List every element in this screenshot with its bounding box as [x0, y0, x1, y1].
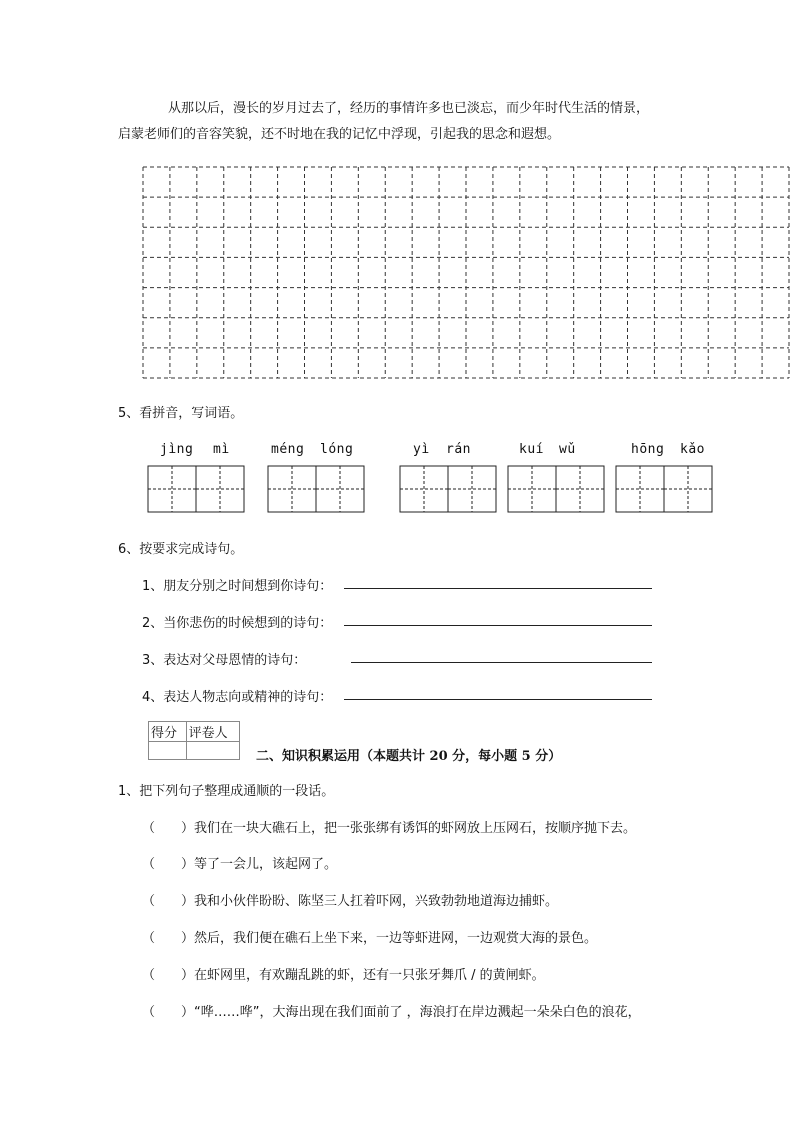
pinyin-yi: yì [413, 442, 430, 457]
q6-item-3-label: 3、表达对父母恩情的诗句： [142, 653, 307, 668]
pinyin-ran: rán [446, 442, 471, 457]
answer-box-4[interactable] [508, 466, 604, 512]
pinyin-kui: kuí [519, 442, 544, 457]
score-cell[interactable] [149, 742, 187, 760]
q6-item-2-answer-line[interactable] [344, 625, 652, 626]
s2-q1-item-4 [142, 927, 597, 946]
intro-line-2: 启蒙老师们的音容笑貌，还不时地在我的记忆中浮现，引起我的思念和遐想。 [118, 127, 561, 142]
pinyin-mi: mì [213, 442, 230, 457]
pinyin-long: lóng [320, 442, 354, 457]
order-bracket[interactable]: （ ） [142, 968, 195, 983]
grader-label: 评卷人 [186, 722, 239, 742]
pinyin-boxes[interactable] [148, 466, 712, 512]
sentence-text: 我们在一块大礁石上，把一张张绑有诱饵的虾网放上压网石，按顺序抛下去。 [194, 821, 637, 836]
q6-item-2-label: 2、当你悲伤的时候想到的诗句： [142, 616, 333, 631]
order-bracket[interactable]: （ ） [142, 894, 195, 909]
sentence-text: 然后，我们便在礁石上坐下来，一边等虾进网，一边观赏大海的景色。 [194, 931, 598, 946]
answer-box-2[interactable] [268, 466, 364, 512]
q6-item-1-answer-line[interactable] [344, 588, 652, 589]
pinyin-hong: hōng [631, 442, 665, 457]
q6-item-1-label: 1、朋友分别之时间想到你诗句： [142, 579, 333, 594]
q6-item-4-answer-line[interactable] [344, 699, 652, 700]
s2-q1-item-5 [142, 964, 545, 983]
s2-q1-item-2 [142, 853, 337, 872]
sentence-text: 在虾网里，有欢蹦乱跳的虾，还有一只张牙舞爪 / 的黄闸虾。 [194, 968, 545, 983]
q6-item-3-answer-line[interactable] [351, 662, 652, 663]
order-bracket[interactable]: （ ） [142, 821, 195, 836]
s2-q1-title: 1、把下列句子整理成通顺的一段话。 [118, 784, 335, 799]
pinyin-meng: méng [271, 442, 305, 457]
pinyin-jing: jìng [160, 442, 194, 457]
intro-paragraph [118, 96, 718, 148]
q6-title: 6、按要求完成诗句。 [118, 542, 244, 557]
grader-cell[interactable] [186, 742, 239, 760]
score-label: 得分 [149, 722, 187, 742]
answer-box-3[interactable] [400, 466, 496, 512]
score-box [148, 721, 240, 757]
s2-q1-item-3 [142, 890, 558, 909]
q6-item-4-label: 4、表达人物志向或精神的诗句： [142, 690, 333, 705]
section-2-title: 二、知识积累运用（本题共计 20 分，每小题 5 分） [256, 749, 562, 764]
pinyin-kao: kǎo [680, 442, 705, 457]
order-bracket[interactable]: （ ） [142, 1005, 195, 1020]
q5-title: 5、看拼音，写词语。 [118, 406, 244, 421]
answer-box-5[interactable] [616, 466, 712, 512]
sentence-text: “哗……哗”，大海出现在我们面前了 ，海浪打在岸边溅起一朵朵白色的浪花， [194, 1005, 641, 1020]
s2-q1-item-1 [142, 817, 636, 836]
order-bracket[interactable]: （ ） [142, 857, 195, 872]
sentence-text: 我和小伙伴盼盼、陈坚三人扛着吓网，兴致勃勃地道海边捕虾。 [194, 894, 559, 909]
s2-q1-item-6 [142, 1001, 641, 1020]
pinyin-wu: wǔ [559, 442, 576, 457]
writing-grid[interactable] [143, 167, 789, 378]
intro-line-1: 从那以后，漫长的岁月过去了，经历的事情许多也已淡忘，而少年时代生活的情景， [168, 101, 650, 116]
answer-box-1[interactable] [148, 466, 244, 512]
sentence-text: 等了一会儿，该起网了。 [194, 857, 338, 872]
order-bracket[interactable]: （ ） [142, 931, 195, 946]
